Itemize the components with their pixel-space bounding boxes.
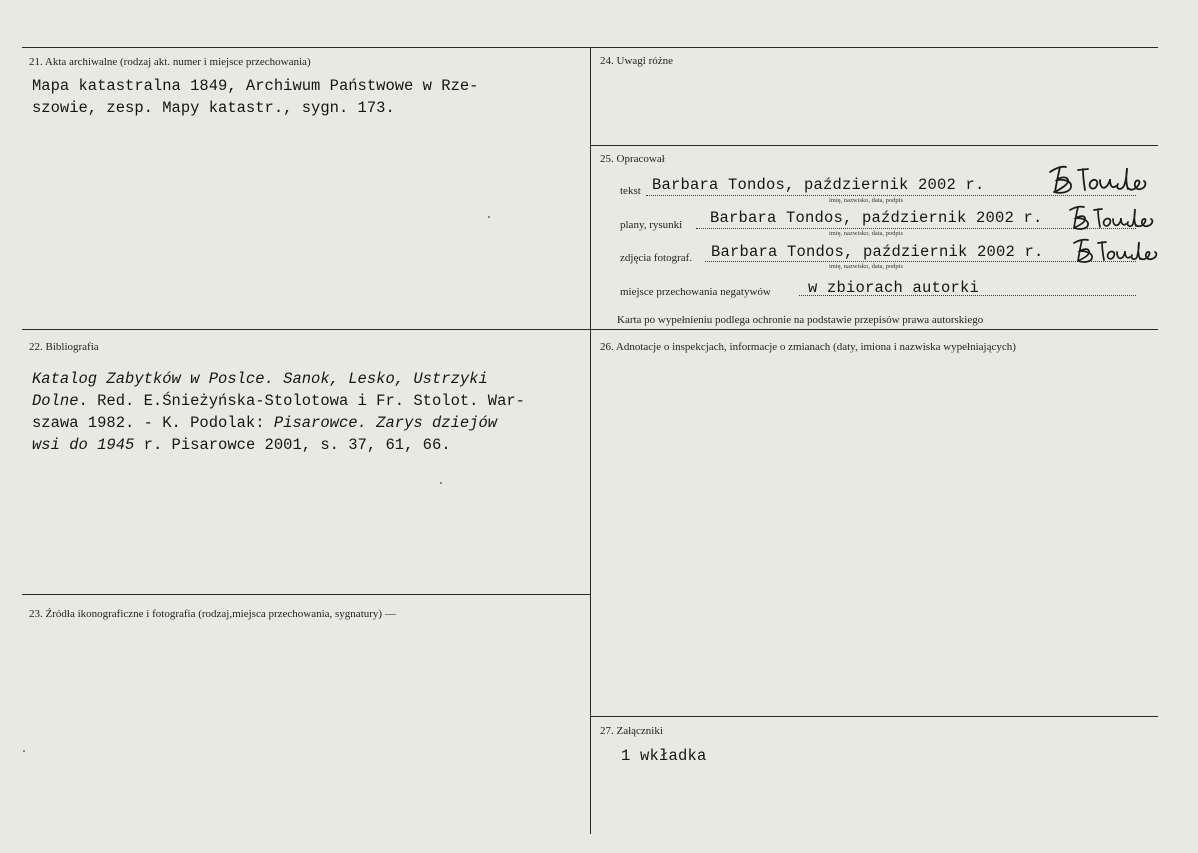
zdjecia-value: Barbara Tondos, październik 2002 r.	[711, 243, 1044, 261]
section22-label: 22. Bibliografia	[29, 341, 99, 353]
copyright-note: Karta po wypełnieniu podlega ochronie na podstawie przepisów prawa autorskiego	[617, 314, 984, 326]
plany-caption: imię, nazwisko, data, podpis	[829, 230, 904, 237]
section27-label: 27. Załączniki	[600, 725, 663, 737]
bibliography-title-1-end: Dolne	[32, 392, 79, 410]
scan-speck	[440, 482, 442, 484]
section24-label: 24. Uwagi różne	[600, 55, 674, 67]
tekst-label: tekst	[620, 185, 641, 197]
tekst-value: Barbara Tondos, październik 2002 r.	[652, 176, 985, 194]
bibliography-r: r	[134, 436, 153, 454]
signature-plany	[1064, 200, 1164, 236]
right-divider-25-26	[590, 329, 1158, 330]
left-divider-22-23	[22, 594, 590, 595]
section21-line-1: Mapa katastralna 1849, Archiwum Państwowe w Rze-	[32, 77, 479, 95]
negatywy-value: w zbiorach autorki	[808, 279, 980, 297]
signature-zdjecia	[1068, 233, 1168, 269]
bibliography-title-1: Katalog Zabytków w Poslce. Sanok, Lesko, Ustrzyki	[32, 370, 488, 388]
bibliography-pages: . Pisarowce 2001, s. 37, 61, 66.	[152, 436, 451, 454]
bibliography-line-3	[32, 412, 525, 434]
section22-bibliography	[32, 368, 525, 456]
zdjecia-label: zdjęcia fotograf.	[620, 252, 693, 264]
left-divider-21-22	[22, 329, 590, 330]
bibliography-line-2	[32, 390, 525, 412]
section27-value: 1 wkładka	[621, 747, 707, 765]
section26-label: 26. Adnotacje o inspekcjach, informacje o zmianach (daty, imiona i nazwiska wypełniających)	[600, 341, 1016, 353]
negatywy-label: miejsce przechowania negatywów	[620, 286, 771, 298]
section23-label: 23. Źródła ikonograficzne i fotografia (rodzaj,miejsca przechowania, sygnatury) —	[29, 608, 396, 620]
section21-text	[32, 75, 478, 119]
bibliography-editors: . Red. E.Śnieżyńska-Stolotowa i Fr. Stolot. War-	[78, 392, 525, 410]
signature-tekst	[1042, 158, 1162, 200]
bibliography-title-2: Pisarowce. Zarys dziejów	[273, 414, 498, 432]
bibliography-line-4	[32, 434, 525, 456]
plany-label: plany, rysunki	[620, 219, 683, 231]
section21-label: 21. Akta archiwalne (rodzaj akt. numer i miejsce przechowania)	[29, 56, 311, 68]
right-divider-24-25	[590, 145, 1158, 146]
section25-label: 25. Opracował	[600, 153, 665, 165]
scan-speck	[488, 216, 490, 218]
section21-line-2: szowie, zesp. Mapy katastr., sygn. 173.	[32, 99, 395, 117]
bibliography-line-1	[32, 368, 525, 390]
right-divider-26-27	[590, 716, 1158, 717]
zdjecia-caption: imię, nazwisko, data, podpis	[829, 263, 904, 270]
tekst-caption: imię, nazwisko, data, podpis	[829, 197, 904, 204]
bibliography-year-author: szawa 1982. - K. Podolak:	[32, 414, 274, 432]
plany-value: Barbara Tondos, październik 2002 r.	[710, 209, 1043, 227]
scan-speck	[23, 750, 25, 752]
bibliography-title-2-end: wsi do 1945	[32, 436, 135, 454]
